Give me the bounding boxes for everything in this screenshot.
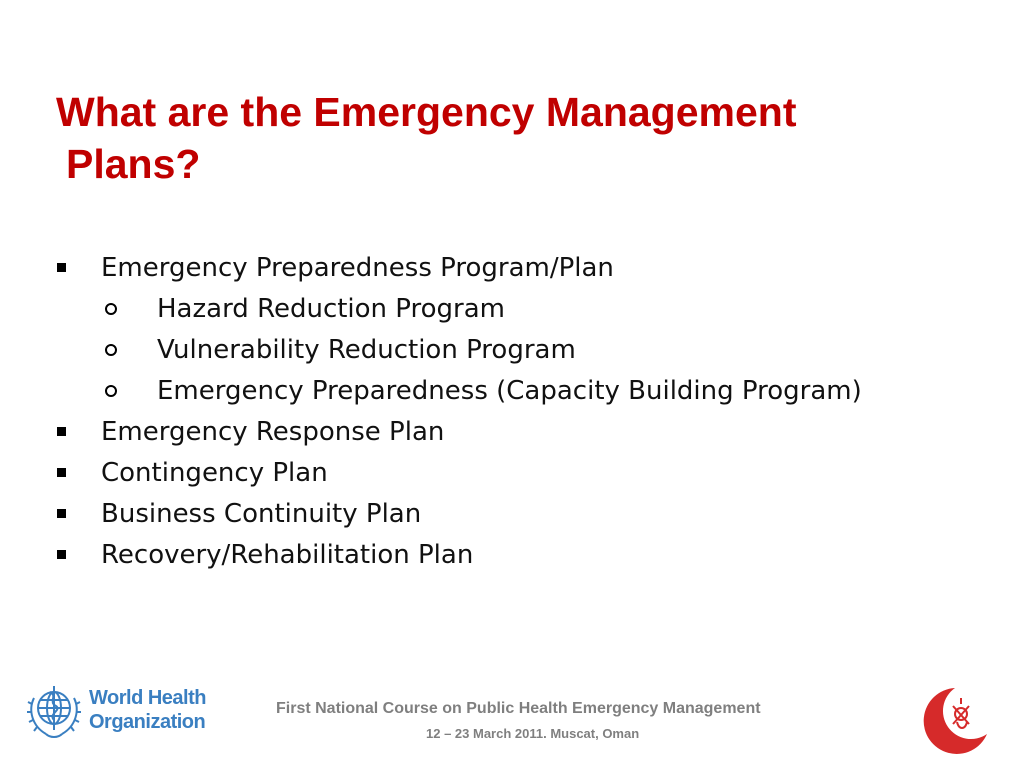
square-bullet-icon — [57, 468, 66, 477]
list-item-text: Emergency Preparedness Program/Plan — [101, 253, 614, 283]
list-item-text: Emergency Preparedness (Capacity Building Program) — [157, 376, 862, 406]
list-item-text: Vulnerability Reduction Program — [157, 335, 576, 365]
circle-bullet-icon — [105, 303, 117, 315]
who-line-1: World Health — [89, 687, 206, 709]
square-bullet-icon — [57, 509, 66, 518]
who-line-2: Organization — [89, 711, 206, 733]
circle-bullet-icon — [105, 344, 117, 356]
square-bullet-icon — [57, 550, 66, 559]
square-bullet-icon — [57, 427, 66, 436]
title-line-2: Plans? — [66, 141, 201, 187]
title-line-1: What are the Emergency Management — [56, 89, 797, 135]
slide-title — [56, 86, 976, 190]
list-item-text: Business Continuity Plan — [101, 499, 422, 529]
list-item-text: Recovery/Rehabilitation Plan — [101, 540, 474, 570]
who-emblem-icon — [24, 680, 84, 744]
oman-crescent-emblem-icon — [913, 684, 991, 754]
square-bullet-icon — [57, 263, 66, 272]
course-title: First National Course on Public Health Emergency Management — [276, 700, 761, 717]
list-item-text: Hazard Reduction Program — [157, 294, 506, 324]
course-dates: 12 – 23 March 2011. Muscat, Oman — [426, 726, 640, 741]
circle-bullet-icon — [105, 385, 117, 397]
list-item-text: Emergency Response Plan — [101, 417, 445, 447]
list-item-text: Contingency Plan — [101, 458, 328, 488]
who-logo-text — [89, 686, 206, 734]
